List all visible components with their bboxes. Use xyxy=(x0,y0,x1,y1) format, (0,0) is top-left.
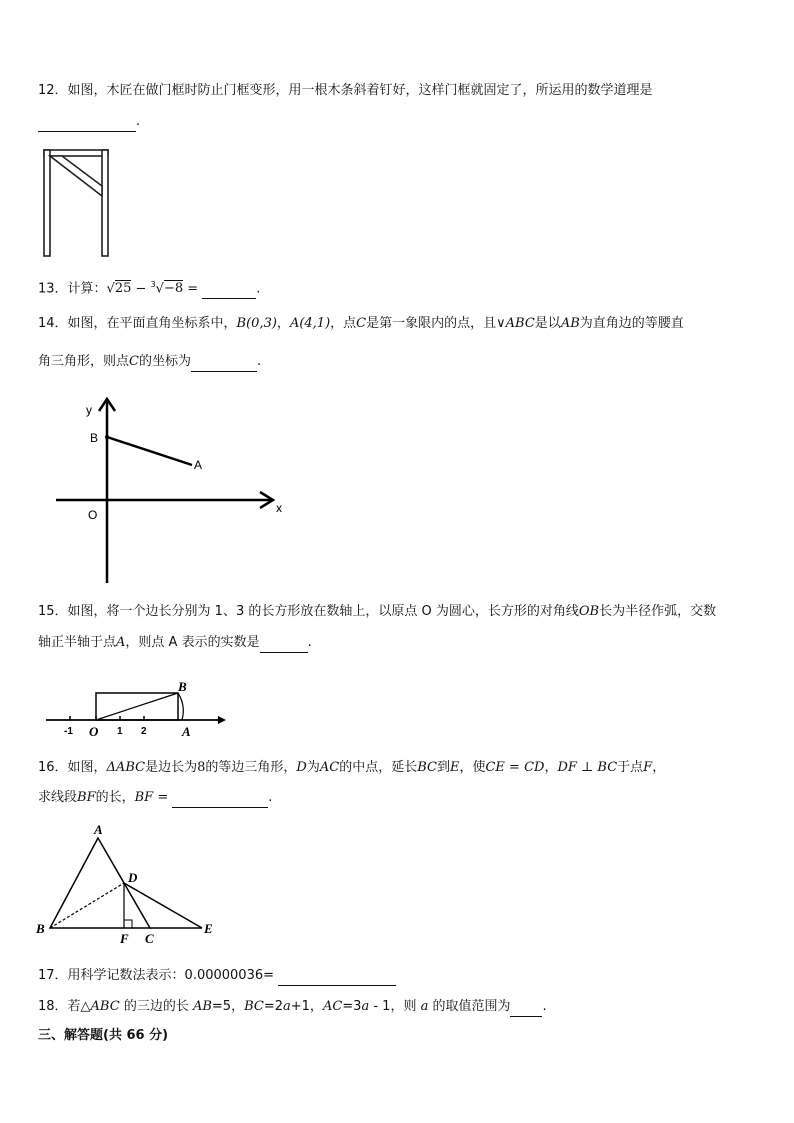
point-b-dot xyxy=(105,435,109,439)
label-d: D xyxy=(128,870,138,885)
text: 角三角形，则点 xyxy=(38,354,130,369)
question-14-line-2 xyxy=(38,352,261,372)
diagonal-ob xyxy=(96,693,178,720)
triangle-figure xyxy=(34,820,224,950)
side-bc: BC xyxy=(244,999,264,1014)
period: . xyxy=(256,354,262,369)
question-12-text: 12．如图，木匠在做门框时防止门框变形，用一根木条斜着钉好，这样门框就固定了，所运用的数学道理是 xyxy=(38,83,653,98)
answer-blank[interactable] xyxy=(172,793,268,808)
question-13-prefix: 13．计算： xyxy=(38,281,107,297)
text: 长为半径作弧，交数 xyxy=(599,604,717,619)
question-15-line-2 xyxy=(38,633,312,653)
period: . xyxy=(542,999,547,1014)
text: 18．若△ xyxy=(38,999,91,1014)
label-e: E xyxy=(204,921,213,936)
y-axis-label: y xyxy=(86,403,92,417)
equation-ce-cd: CE = CD xyxy=(485,760,545,775)
section-heading: 三、解答题(共 66 分) xyxy=(38,1028,169,1043)
point-d: D xyxy=(296,760,307,775)
text: 是第一象限内的点，且 xyxy=(366,316,497,331)
text: 16．如图， xyxy=(38,760,107,775)
point-b: B(0,3) xyxy=(236,316,277,331)
label-a: A xyxy=(194,458,203,472)
text: ，点 xyxy=(330,316,357,331)
frame-right xyxy=(102,150,108,256)
number-line-arrow xyxy=(218,716,226,724)
diagonal-brace xyxy=(50,156,102,196)
label-minus-1: -1 xyxy=(64,726,73,737)
period: . xyxy=(307,635,312,650)
point-a: A(4,1) xyxy=(289,316,331,331)
point-a: A xyxy=(116,635,126,650)
point-c: C xyxy=(129,354,139,369)
question-13 xyxy=(38,275,260,299)
text: 15．如图，将一个边长分别为 1、3 的长方形放在数轴上，以原点 O 为圆心，长方形的对角线 xyxy=(38,604,579,619)
label-o: O xyxy=(89,724,99,739)
answer-blank[interactable] xyxy=(38,117,136,132)
triangle-abc: ABC xyxy=(90,999,120,1014)
label-a: A xyxy=(182,724,191,739)
answer-blank[interactable] xyxy=(202,284,256,299)
label-b: B xyxy=(178,679,187,694)
label-f: F xyxy=(120,931,129,946)
label-b: B xyxy=(36,921,45,936)
text: ，则点 A 表示的实数是 xyxy=(125,635,260,650)
text: 的三边的长 xyxy=(119,999,193,1014)
text: 到 xyxy=(436,760,450,775)
cube-root-index: 3 xyxy=(150,280,156,289)
label-1: 1 xyxy=(117,726,123,737)
x-axis-label: x xyxy=(276,501,282,515)
triangle-abc: ΔABC xyxy=(106,760,146,775)
point-f: F xyxy=(643,760,653,775)
segment-ob: OB xyxy=(578,604,600,619)
variable-a: a xyxy=(420,999,429,1014)
text: +1， xyxy=(290,999,323,1014)
text: - 1，则 xyxy=(369,999,421,1014)
perpendicular-df-bc: DF ⊥ BC xyxy=(557,760,618,775)
segment-ac: AC xyxy=(319,760,340,775)
text: 14．如图，在平面直角坐标系中， xyxy=(38,316,237,331)
text: 的等边三角形， xyxy=(205,760,297,775)
period: . xyxy=(256,281,261,297)
text: =5， xyxy=(211,999,245,1014)
side-ac: AC xyxy=(322,999,343,1014)
label-2: 2 xyxy=(141,726,147,737)
text: 是边长为 xyxy=(145,760,198,775)
text: 为直角边的等腰直 xyxy=(579,316,684,331)
minus-sign: − xyxy=(131,281,151,297)
segment-ab: AB xyxy=(560,316,580,331)
label-b: B xyxy=(90,431,99,445)
coordinate-figure xyxy=(50,393,290,585)
arc xyxy=(178,693,183,720)
number-line-figure xyxy=(40,678,230,742)
text: 的长， xyxy=(95,790,135,805)
point-e: E xyxy=(449,760,460,775)
text: 求线段 xyxy=(38,790,78,805)
question-15-line-1 xyxy=(38,602,716,622)
answer-blank[interactable] xyxy=(510,1002,542,1017)
question-12 xyxy=(38,81,653,101)
question-17 xyxy=(38,966,396,986)
radicand-25: 25 xyxy=(114,281,132,297)
text: ， xyxy=(652,760,666,775)
text: 是以 xyxy=(534,316,561,331)
text: 的坐标为 xyxy=(138,354,191,369)
cbrt-sign: √ xyxy=(155,281,164,297)
label-a: A xyxy=(94,822,103,837)
question-18 xyxy=(38,997,547,1017)
text: ， xyxy=(276,316,290,331)
text: 于点 xyxy=(617,760,644,775)
segment-bd-dashed xyxy=(50,883,124,928)
sqrt-sign: √ xyxy=(106,281,115,297)
frame-left xyxy=(44,150,50,256)
period: . xyxy=(136,114,141,129)
side-length: 8 xyxy=(197,760,206,775)
point-c: C xyxy=(356,316,367,331)
answer-blank[interactable] xyxy=(278,971,396,986)
question-16-line-2 xyxy=(38,788,272,808)
radicand-neg8: −8 xyxy=(163,281,184,297)
side-ab: AB xyxy=(192,999,212,1014)
answer-blank[interactable] xyxy=(191,357,257,372)
label-c: C xyxy=(145,931,154,946)
triangle-abc: ∨ABC xyxy=(496,316,535,331)
answer-blank[interactable] xyxy=(260,638,308,653)
variable-a: a xyxy=(361,999,370,1014)
segment-de xyxy=(124,883,202,928)
frame-top xyxy=(44,150,108,156)
text: 的中点，延长 xyxy=(339,760,418,775)
variable-a: a xyxy=(283,999,291,1014)
question-16-line-1 xyxy=(38,758,665,778)
period: . xyxy=(268,790,273,805)
question-17-text: 17．用科学记数法表示：0.00000036= xyxy=(38,968,275,983)
text: 为 xyxy=(306,760,320,775)
bf-equals: BF = xyxy=(134,790,169,805)
label-o: O xyxy=(88,508,98,522)
text: =2 xyxy=(263,999,283,1014)
segment-bc: BC xyxy=(417,760,437,775)
segment-ab xyxy=(107,437,192,465)
equals-sign: = xyxy=(183,281,203,297)
door-frame-figure xyxy=(40,146,112,258)
question-12-answer xyxy=(38,112,140,132)
question-14-line-1 xyxy=(38,314,684,334)
text: 轴正半轴于点 xyxy=(38,635,117,650)
text: ， xyxy=(544,760,558,775)
right-angle-mark xyxy=(124,920,132,928)
segment-bf: BF xyxy=(77,790,96,805)
text: ，使 xyxy=(459,760,486,775)
text: =3 xyxy=(342,999,362,1014)
text: 的取值范围为 xyxy=(428,999,511,1014)
